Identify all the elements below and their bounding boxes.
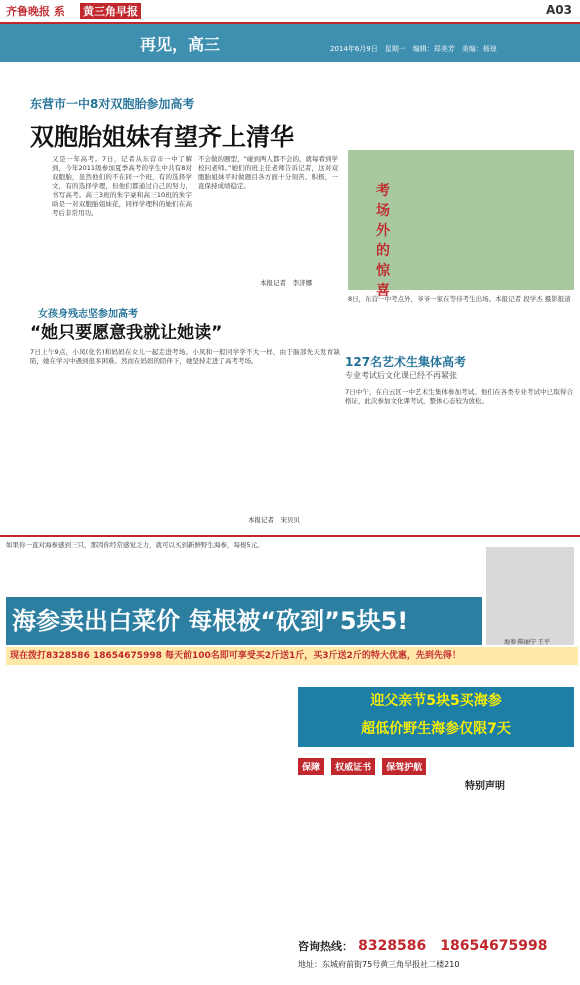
third-body: 7日中午，在自云区一中艺术生集体参加考试。他们在各类专业考试中已取得合格证，此次参加文化课考试，整体心态较为放松。 [345,388,573,405]
cert-badge-2: 权威证书 [331,758,375,775]
paper-logo: 齐鲁晚报 系 [6,5,65,18]
ad-phone-bar: 现在拨打8328586 18654675998 每天前100名即可享受买2斤送1斤，买3斤送2斤的特大优惠，先到先得！ [6,647,578,665]
ad-promo-line2: 超低价野生海参仅限7天 [361,721,511,737]
ad-intro: 如果你一直对海参感到三只，那因你经常感觉乏力，就可以买到新鲜野生海参，每根5元。 [6,541,264,549]
lead-body-col2: 不会做的题型，“碰到两人都不会的，就每看到学校问老师。”她们的班主任老师告诉记者，这对双胞胎姐妹平时做题目各方面十分刻苦、积极，一直保持成绩稳定。 [198,155,338,190]
page-number: A03 [546,3,572,17]
lead-kicker: 东营市一中8对双胞胎参加高考 [30,97,195,111]
edition-badge: 黄三角早报 [80,3,141,19]
lead-body-col1: 又是一年高考。7日，记者从东营市一中了解到，今年2011级参加夏季高考的学生中共有8对双胞胎，虽然他们的不在同一个班，有的选择学文，有的选择学理，但他们都通过自己的努力，书写高考。高三3班的朱宇豪和高三10班的朱宇晗是一对双胞胎姐妹花，同样学理科的她们在高考后非常用功。 [52,155,192,217]
second-headline: “她只要愿意我就让她读” [30,323,223,343]
ad-cert-row [298,755,574,773]
section-title: 再见，高三 [140,35,221,54]
cert-badge-1: 保障 [298,758,324,775]
section-banner [0,24,580,62]
second-byline: 本报记者 宋贝贝 [248,516,300,524]
photo-caption-vertical: 考场外的惊喜 [376,183,390,299]
third-headline: 127名艺术生集体高考 [345,355,467,369]
ad-promo-line1: 迎父亲节5块5买海参 [370,693,502,709]
cert-badge-3: 保驾护航 [382,758,426,775]
lead-byline: 本报记者 李济娜 [260,279,312,287]
ad-headline: 海参卖出白菜价 每根被“砍到”5块5! [6,597,482,645]
ad-person-caption: 海参·陈丽宁 王平 [504,639,550,646]
ad-hotline-label: 咨询热线： [298,940,353,953]
second-body: 7日上午9点，小凤(化名)和妈妈在女儿一起走进考场。小凤和一般同学学不大一样，由于脑部先天发育缺陷，她在学习中遇到很多困难。然而在妈妈的陪伴下，她坚持走进了高考考场。 [30,348,340,365]
third-subhead: 专业考试后文化课已经不再紧张 [345,371,457,380]
ad-notice: 特别声明 [465,781,505,792]
ad-hotline-number: 8328586 18654675998 [358,938,548,954]
seafood-advertisement [0,535,580,985]
ad-person-photo [486,547,574,645]
issue-date: 2014年6月9日 星期一 编辑：郑美芳 美编：杨琼 [330,45,497,53]
second-kicker: 女孩身残志坚参加高考 [38,309,138,320]
page-header [0,0,580,24]
ad-address: 地址：东城府前街75号黄三角早报社二楼210 [298,960,460,969]
photo-caption: 8日，东营一中考点外，爷爷一家在等待考生出场。本报记者 段学杰 摄影报道 [348,295,571,303]
lead-headline: 双胞胎姐妹有望齐上清华 [30,123,294,151]
ad-footer [298,935,574,981]
ad-promo-box [298,687,574,747]
